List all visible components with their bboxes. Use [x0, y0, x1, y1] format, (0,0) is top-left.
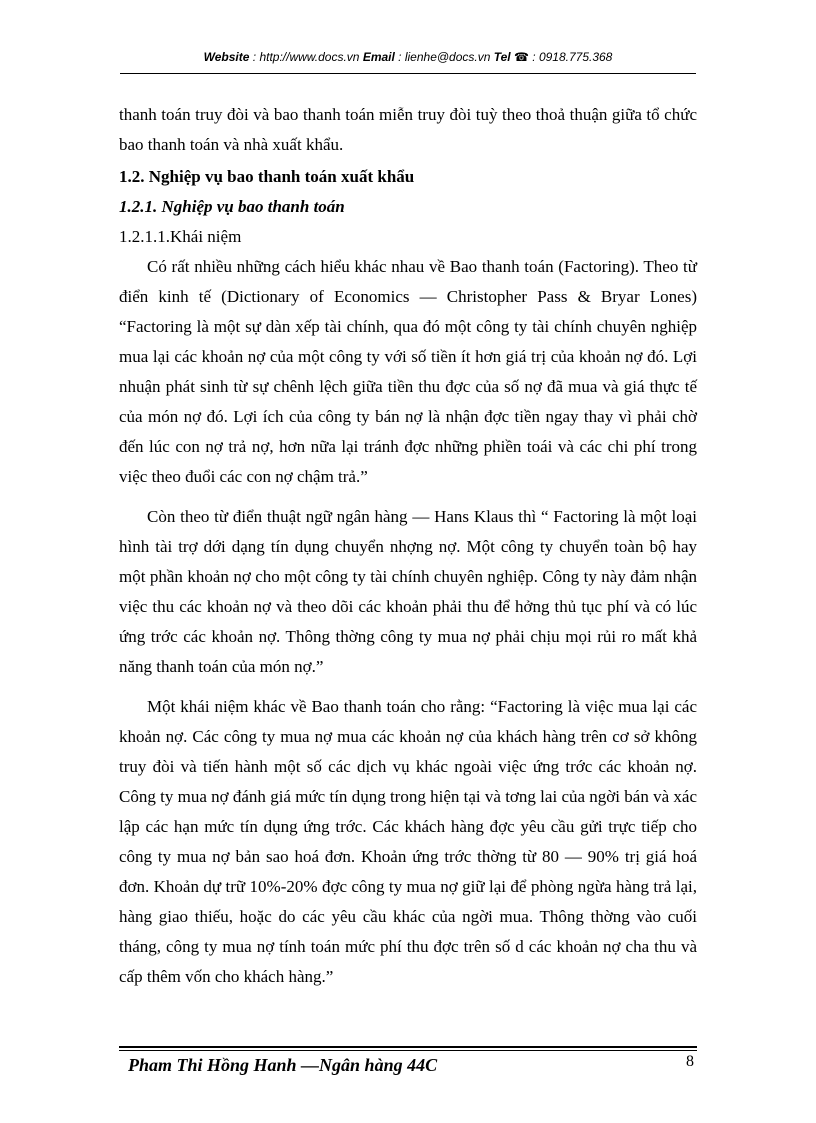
paragraph-1: Có rất nhiều những cách hiểu khác nhau về Bao thanh toán (Factoring). Theo từ điển kinh tế (Dictionary of Economics — Christopher Pass & Bryar Lones) “Factoring là một sự dàn xếp tài chính, qua đó một công ty tài chính chuyên nghiệp mua lại các khoản nợ của một công ty với số tiền ít hơn giá trị của khoản nợ đó. Lợi nhuận phát sinh từ sự chênh lệch giữa tiền thu đợc của số nợ đã mua và giá thực tế của món nợ đó. Lợi ích của công ty bán nợ là nhận đợc tiền ngay thay vì phải chờ đến lúc con nợ trả nợ, hơn nữa lại tránh đợc những phiền toái và các chi phí trong việc theo đuổi các con nợ chậm trả.”	[119, 257, 697, 486]
website-value: : http://www.docs.vn	[249, 50, 363, 64]
tel-label: Tel	[493, 50, 511, 64]
tel-value: : 0918.775.368	[528, 50, 613, 64]
header-rule	[120, 73, 696, 74]
website-label: Website	[203, 50, 250, 64]
email-label: Email	[362, 50, 395, 64]
subsubsection-heading: 1.2.1.1.Khái niệm	[119, 227, 242, 246]
intro-paragraph: thanh toán truy đòi và bao thanh toán miễn truy đòi tuỳ theo thoả thuận giữa tổ chức bao thanh toán và nhà xuất khẩu.	[119, 105, 697, 154]
subsection-heading: 1.2.1. Nghiệp vụ bao thanh toán	[119, 197, 345, 216]
phone-icon: ☎	[510, 50, 529, 64]
paragraph-2: Còn theo từ điển thuật ngữ ngân hàng — Hans Klaus thì “ Factoring là một loại hình tài trợ dới dạng tín dụng chuyển nhợng nợ. Một công ty chuyển toàn bộ hay một phần khoản nợ cho một công ty tài chính chuyên nghiệp. Công ty này đảm nhận việc thu các khoản nợ và theo dõi các khoản phải thu để hởng thủ tục phí và có lúc ứng trớc các khoản nợ. Thông thờng công ty mua nợ phải chịu mọi rủi ro mất khả năng thanh toán của món nợ.”	[119, 507, 697, 676]
footer-author: Pham Thi Hồng Hanh —Ngân hàng 44C	[128, 1055, 438, 1075]
email-value: : lienhe@docs.vn	[394, 50, 494, 64]
section-heading: 1.2. Nghiệp vụ bao thanh toán xuất khẩu	[119, 167, 415, 186]
footer-rule	[119, 1046, 697, 1048]
paragraph-3: Một khái niệm khác về Bao thanh toán cho rằng: “Factoring là việc mua lại các khoản nợ. Các công ty mua nợ mua các khoản nợ của khách hàng trên cơ sở không truy đòi và tiến hành một số các dịch vụ khác ngoài việc ứng trớc các khoản nợ. Công ty mua nợ đánh giá mức tín dụng trong hiện tại và tơng lai của ngời bán và xác lập các hạn mức tín dụng ứng trớc. Các khách hàng đợc yêu cầu gửi trực tiếp cho công ty mua nợ bản sao hoá đơn. Khoản ứng trớc thờng từ 80 — 90% trị giá hoá đơn. Khoản dự trữ 10%-20% đợc công ty mua nợ giữ lại để phòng ngừa hàng trả lại, hàng giao thiếu, hoặc do các yêu cầu khác của ngời mua. Thông thờng vào cuối tháng, công ty mua nợ tính toán mức phí thu đợc trên số d các khoản nợ cha thu và cấp thêm vốn cho khách hàng.”	[119, 697, 697, 986]
footer-rule-thin	[119, 1050, 697, 1051]
page-number: 8	[686, 1053, 694, 1070]
page-header	[0, 50, 816, 64]
page-content	[119, 100, 697, 992]
